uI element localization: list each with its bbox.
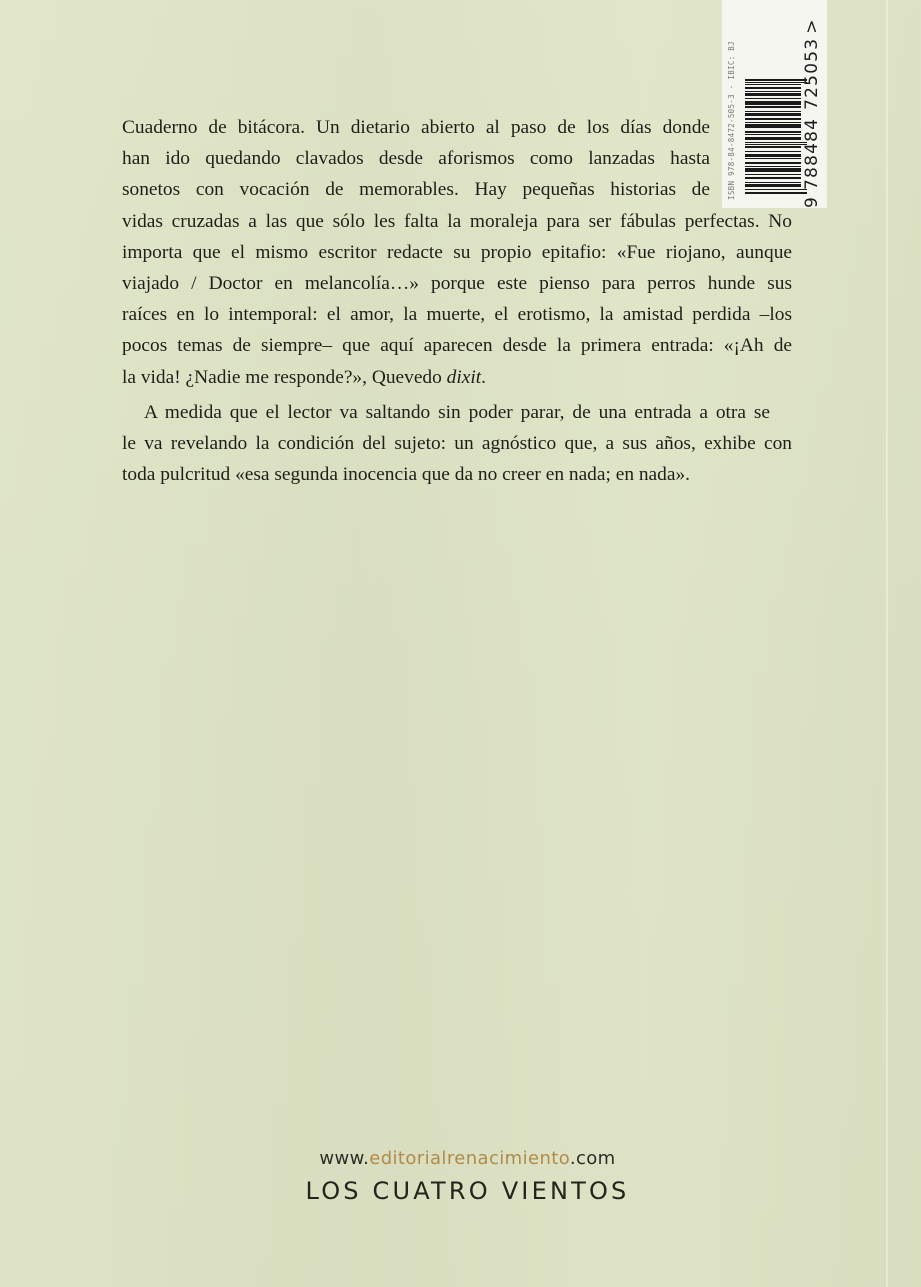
barcode-icon bbox=[745, 26, 805, 194]
isbn-text: ISBN 978-84-8472-505-3 · IBIC: BJ bbox=[727, 41, 736, 200]
blurb-line: sonetos con vocación de memorables. Hay pequeñas historias de bbox=[122, 179, 710, 201]
blurb-italic-dixit: dixit bbox=[446, 366, 482, 388]
blurb-period: . bbox=[481, 366, 486, 388]
url-brand: editorialrenacimiento bbox=[369, 1148, 570, 1169]
blurb-line: viajado / Doctor en melancolía…» porque este pienso para perros hunde sus bbox=[122, 273, 792, 295]
barcode-label bbox=[722, 0, 827, 208]
publisher-url[interactable] bbox=[0, 1148, 921, 1169]
cover-fold-line bbox=[886, 0, 888, 1287]
barcode-arrow: > bbox=[802, 18, 822, 34]
barcode-rotated-block bbox=[722, 0, 827, 208]
blurb-line-final bbox=[122, 362, 714, 393]
publisher-footer bbox=[0, 1148, 921, 1205]
url-suffix: .com bbox=[569, 1148, 616, 1169]
barcode-digits-group1: 788484 bbox=[802, 117, 822, 190]
barcode-digits-group2: 725053 bbox=[802, 37, 822, 110]
blurb-line-text: la vida! ¿Nadie me responde?», Quevedo bbox=[122, 366, 447, 388]
blurb-line: A medida que el lector va saltando sin poder parar, de una entrada a otra se bbox=[144, 401, 770, 423]
blurb-line: pocos temas de siempre– que aquí aparecen desde la primera entrada: «¡Ah de bbox=[122, 335, 792, 357]
blurb-line: raíces en lo intemporal: el amor, la muerte, el erotismo, la amistad perdida –los bbox=[122, 304, 792, 326]
barcode-digit-first: 9 bbox=[802, 195, 822, 208]
blurb-line: toda pulcritud «esa segunda inocencia que da no creer en nada; en nada». bbox=[122, 464, 691, 486]
blurb-line: han ido quedando clavados desde aforismos como lanzadas hasta bbox=[122, 148, 710, 170]
url-prefix: www. bbox=[319, 1148, 370, 1169]
blurb-line: le va revelando la condición del sujeto: un agnóstico que, a sus años, exhibe con bbox=[122, 433, 792, 455]
blurb-line: Cuaderno de bitácora. Un dietario abierto al paso de los días donde bbox=[122, 117, 710, 138]
blurb-line: importa que el mismo escritor redacte su propio epitafio: «Fue riojano, aunque bbox=[122, 241, 792, 263]
blurb-paragraph-2 bbox=[122, 397, 792, 491]
collection-name: LOS CUATRO VIENTOS bbox=[305, 1177, 630, 1205]
barcode-digits bbox=[802, 18, 822, 208]
blurb-line: vidas cruzadas a las que sólo les falta la moraleja para ser fábulas perfectas. No bbox=[122, 210, 792, 232]
